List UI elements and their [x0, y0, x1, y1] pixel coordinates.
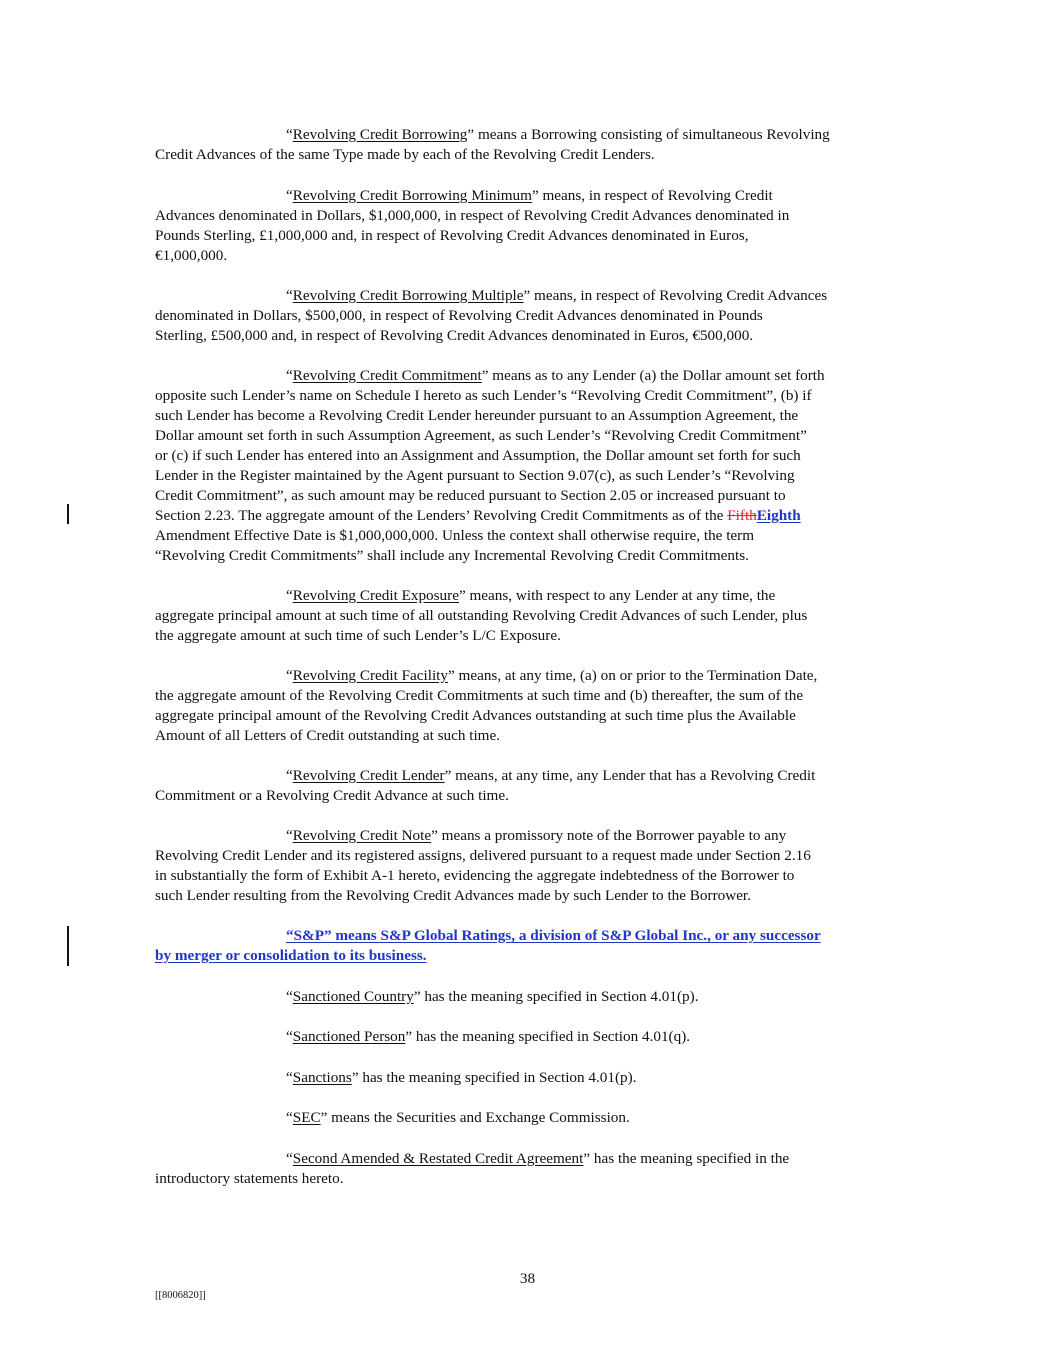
defined-term: Second Amended & Restated Credit Agreement [292, 1150, 584, 1167]
deleted-text: Fifth [727, 507, 757, 524]
defined-term: Revolving Credit Facility [292, 667, 448, 684]
inserted-text: by merger or consolidation to its business. [155, 947, 427, 964]
inserted-text: Eighth [756, 507, 801, 524]
defined-term: Sanctions [292, 1069, 352, 1086]
defined-term: SEC [292, 1109, 321, 1126]
document-id: [[8006820]] [155, 1290, 206, 1301]
definition-revolving-credit-commitment: “Revolving Credit Commitment” means as to any Lender (a) the Dollar amount set forth opposite such Lender’s name on Schedule I hereto as such Lender’s “Revolving Credit Commitment”, (b) if such Lender has become a Revolving Credit Lender hereunder pursuant to an Assumption Agreement, the Dollar amount set forth in such Assumption Agreement, as such Lender’s “Revolving Credit Commitment” or (c) if such Lender has entered into an Assignment and Assumption, the Dollar amount set forth for such Lender in the Register maintained by the Agent pursuant to Section 9.07(c), as such Lender’s “Revolving Credit Commitment”, as such amount may be reduced pursuant to Section 2.05 or increased pursuant to Section 2.23. The aggregate amount of the Lenders’ Revolving Credit Commitments as of the FifthEighth Amendment Effective Date is $1,000,000,000. Unless the context shall otherwise require, the term “Revolving Credit Commitments” shall include any Incremental Revolving Credit Commitments. [155, 367, 825, 564]
defined-term: Revolving Credit Exposure [292, 587, 459, 604]
definition-revolving-credit-lender: “Revolving Credit Lender” means, at any time, any Lender that has a Revolving Credit Commitment or a Revolving Credit Advance at such time. [155, 767, 816, 804]
definition-sanctioned-country: “Sanctioned Country” has the meaning specified in Section 4.01(p). [286, 988, 699, 1005]
definition-revolving-credit-note: “Revolving Credit Note” means a promissory note of the Borrower payable to any Revolving Credit Lender and its registered assigns, delivered pursuant to a request made under Section 2.16 in substantially the form of Exhibit A-1 hereto, evidencing the aggregate indebtedness of the Borrower to such Lender resulting from the Revolving Credit Advances made by such Lender to the Borrower. [155, 827, 811, 904]
page-number: 38 [519, 1270, 536, 1287]
definition-sanctioned-person: “Sanctioned Person” has the meaning specified in Section 4.01(q). [286, 1028, 691, 1045]
definition-revolving-credit-borrowing: “Revolving Credit Borrowing” means a Borrowing consisting of simultaneous Revolving Credit Advances of the same Type made by each of the Revolving Credit Lenders. [155, 126, 830, 163]
definition-revolving-credit-borrowing-multiple: “Revolving Credit Borrowing Multiple” means, in respect of Revolving Credit Advances denominated in Dollars, $500,000, in respect of Revolving Credit Advances denominated in Pounds Sterling, £500,000 and, in respect of Revolving Credit Advances denominated in Euros, €500,000. [155, 287, 828, 344]
defined-term: Revolving Credit Borrowing [292, 126, 468, 143]
definition-sanctions: “Sanctions” has the meaning specified in Section 4.01(p). [286, 1069, 637, 1086]
definition-second-amended-restated-credit-agreement: “Second Amended & Restated Credit Agreement” has the meaning specified in the introductory statements hereto. [155, 1150, 790, 1187]
definition-s-and-p-inserted [155, 926, 900, 966]
defined-term: Revolving Credit Commitment [292, 367, 482, 384]
defined-term: Revolving Credit Borrowing Multiple [292, 287, 524, 304]
defined-term: Revolving Credit Borrowing Minimum [292, 187, 532, 204]
defined-term: Sanctioned Person [292, 1028, 406, 1045]
definition-sec: “SEC” means the Securities and Exchange Commission. [286, 1109, 630, 1126]
definition-revolving-credit-exposure: “Revolving Credit Exposure” means, with respect to any Lender at any time, the aggregate principal amount at such time of all outstanding Revolving Credit Advances of such Lender, plus the aggregate amount at such time of such Lender’s L/C Exposure. [155, 587, 808, 644]
defined-term: Sanctioned Country [292, 988, 414, 1005]
defined-term: Revolving Credit Lender [292, 767, 445, 784]
definition-revolving-credit-borrowing-minimum: “Revolving Credit Borrowing Minimum” means, in respect of Revolving Credit Advances denominated in Dollars, $1,000,000, in respect of Revolving Credit Advances denominated in Pounds Sterling, £1,000,000 and, in respect of Revolving Credit Advances denominated in Euros, €1,000,000. [155, 187, 790, 264]
change-bar [67, 504, 69, 524]
change-bar [67, 926, 69, 966]
inserted-text: “S&P” means S&P Global Ratings, a division of S&P Global Inc., or any successor [286, 927, 821, 944]
definition-revolving-credit-facility: “Revolving Credit Facility” means, at any time, (a) on or prior to the Termination Date, the aggregate amount of the Revolving Credit Commitments at such time and (b) thereafter, the sum of the aggregate principal amount of the Revolving Credit Advances outstanding at such time plus the Available Amount of all Letters of Credit outstanding at such time. [155, 667, 818, 744]
defined-term: Revolving Credit Note [292, 827, 432, 844]
